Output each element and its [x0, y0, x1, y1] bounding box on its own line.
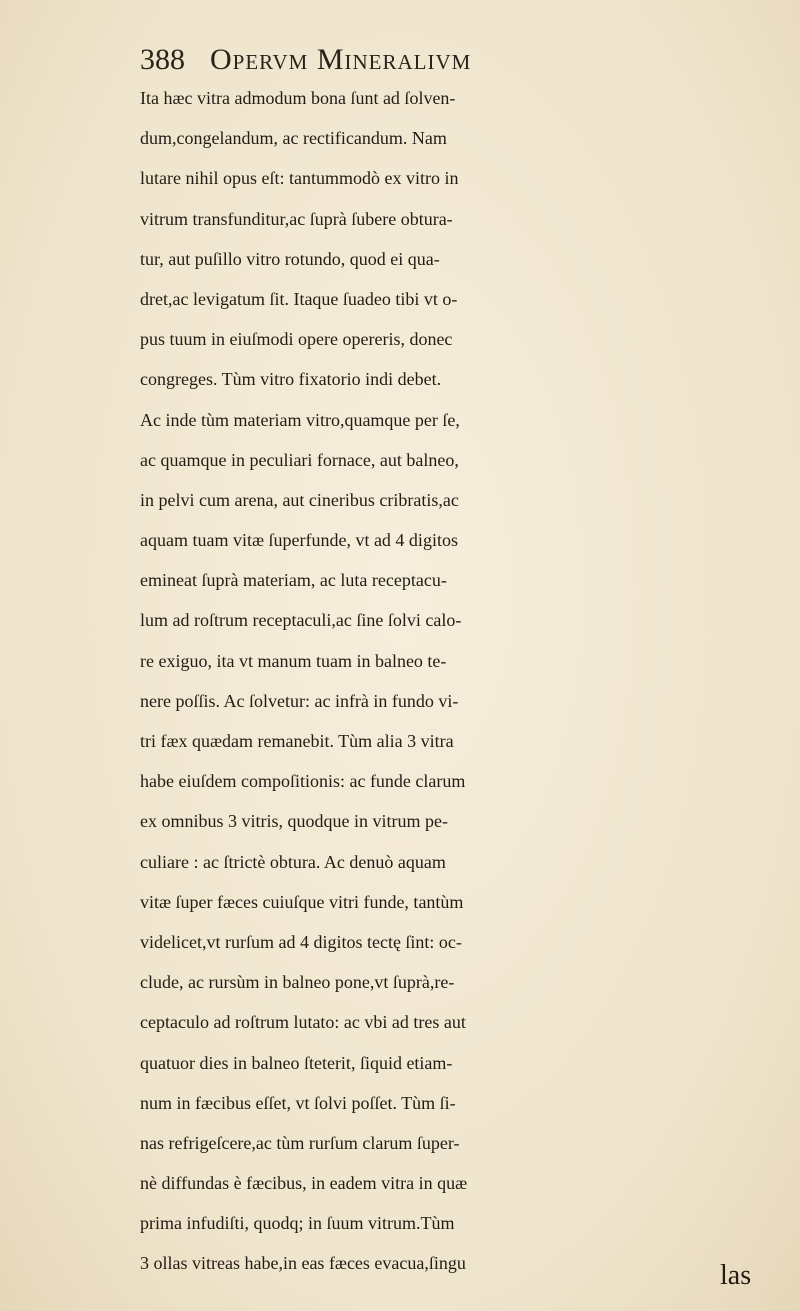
- text-line: culiare : ac ſtrictè obtura. Ac denuò aquam: [140, 851, 446, 872]
- text-line: quatuor dies in balneo ſteterit, ſiquid etiam-: [140, 1052, 453, 1073]
- catchword: las: [720, 1260, 752, 1291]
- text-line: vitrum transfunditur,ac ſuprà ſubere obtura-: [140, 208, 453, 229]
- text-line: re exiguo, ita vt manum tuam in balneo te-: [140, 650, 447, 671]
- page-number: 388: [140, 43, 185, 76]
- text-line: lum ad roſtrum receptaculi,ac ſine ſolvi calo-: [140, 610, 462, 631]
- text-line: tri fæx quædam remanebit. Tùm alia 3 vitra: [140, 731, 454, 751]
- text-line: ceptaculo ad roſtrum lutato: ac vbi ad tres aut: [140, 1012, 466, 1033]
- text-line: num in fæcibus eſſet, vt ſolvi poſſet. Tùm ſi-: [140, 1092, 456, 1113]
- text-line: tur, aut puſillo vitro rotundo, quod ei qua-: [140, 248, 440, 269]
- text-line: lutare nihil opus eſt: tantummodò ex vitro in: [140, 168, 459, 189]
- body-text: [140, 78, 780, 1284]
- text-line: 3 ollas vitreas habe,in eas fæces evacua,ſingu: [140, 1253, 466, 1274]
- text-line: ac quamque in peculiari fornace, aut balneo,: [140, 449, 459, 470]
- running-head: Opervm Mineralivm: [210, 43, 472, 76]
- text-line: congreges. Tùm vitro fixatorio indi debet.: [140, 369, 442, 390]
- text-line: emineat ſuprà materiam, ac luta receptacu-: [140, 570, 447, 591]
- text-line: aquam tuam vitæ ſuperfunde, vt ad 4 digitos: [140, 530, 458, 551]
- text-line: prima infudiſti, quodq; in ſuum vitrum.Tùm: [140, 1213, 455, 1234]
- text-line: nas refrigeſcere,ac tùm rurſum clarum ſuper-: [140, 1132, 460, 1153]
- text-line: vitæ ſuper fæces cuiuſque vitri funde, tantùm: [140, 891, 464, 912]
- text-line: nere poſſis. Ac ſolvetur: ac infrà in fundo vi-: [140, 690, 459, 711]
- text-line: ex omnibus 3 vitris, quodque in vitrum pe-: [140, 811, 448, 832]
- text-line: nè diffundas è fæcibus, in eadem vitra in quæ: [140, 1173, 468, 1194]
- text-line: Ac inde tùm materiam vitro,quamque per ſe,: [140, 409, 460, 430]
- text-line: clude, ac rursùm in balneo pone,vt ſuprà,re-: [140, 972, 455, 993]
- text-line: dum,congelandum, ac rectificandum. Nam: [140, 128, 447, 149]
- text-line: pus tuum in eiuſmodi opere opereris, donec: [140, 329, 453, 350]
- text-line: videlicet,vt rurſum ad 4 digitos tectę ſint: oc-: [140, 931, 462, 952]
- text-line: in pelvi cum arena, aut cineribus cribratis,ac: [140, 489, 459, 510]
- text-line: dret,ac levigatum ſit. Itaque ſuadeo tibi vt o-: [140, 288, 458, 309]
- text-line: habe eiuſdem compoſitionis: ac funde clarum: [140, 771, 466, 792]
- text-line: Ita hæc vitra admodum bona ſunt ad ſolven-: [140, 88, 456, 108]
